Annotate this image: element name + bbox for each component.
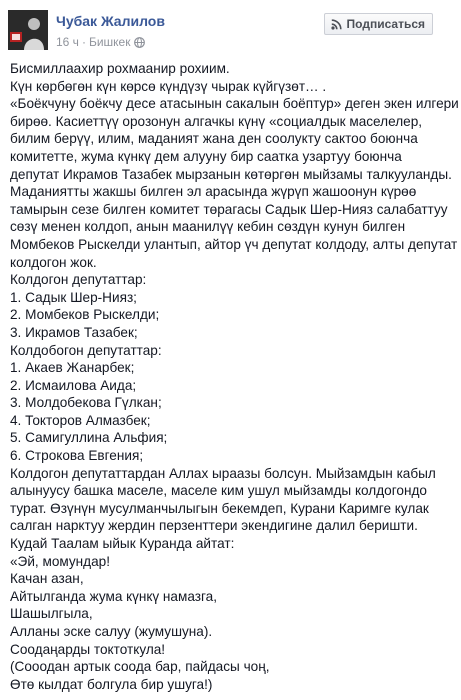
post-header — [0, 0, 461, 56]
post-line: 2. Исмаилова Аида; — [10, 377, 137, 393]
globe-icon — [134, 37, 145, 48]
post-meta — [56, 35, 145, 49]
post-line: 6. Строкова Евгения; — [10, 448, 144, 464]
post-line: колдогон жок. — [10, 254, 97, 270]
post-time[interactable]: 16 ч — [56, 35, 79, 49]
post-text — [10, 60, 459, 693]
subscribe-button[interactable] — [324, 13, 433, 35]
post-line: Момбеков Рыскелди улантып, айтор үч депутат колдоду, алты депутат — [10, 236, 458, 252]
post-line: 5. Самигуллина Альфия; — [10, 430, 168, 446]
post-location[interactable]: Бишкек — [88, 35, 131, 49]
author-name[interactable]: Чубак Жалилов — [56, 13, 165, 29]
post-line: комитетте, жума күнкү дем алууну бир саатка узартуу боюнча — [10, 148, 402, 164]
post-line: Күн көрбөгөн күн көрсө күндүзү чырак күйгүзөт… . — [10, 78, 327, 94]
meta-separator: · — [81, 35, 86, 49]
subscribe-label: Подписаться — [346, 17, 425, 31]
post-line: Колдобогон депутаттар: — [10, 342, 162, 358]
post-line: турат. Өзүнүн мусулманчылыгын бекемдеп, Курани Каримге кулак — [10, 500, 429, 516]
post-line: алынуусу башка маселе, маселе ким ушул мыйзамды колдогондо — [10, 483, 427, 499]
post-line: депутат Икрамов Тазабек мырзанын көтөргөн мыйзамы талкууланды. — [10, 166, 452, 182]
post-line: Алланы эске салуу (жумушуна). — [10, 624, 213, 639]
post-line: 3. Молдобекова Гүлкан; — [10, 395, 162, 411]
profile-photo-icon — [8, 10, 48, 50]
post-line: Өтө кылдат болгула бир ушуга!) — [10, 676, 213, 692]
post-line: сөзү менен колдоп, анын маанилүү кебин сөздүн кунун билген — [10, 219, 406, 235]
post-line: Колдогон депутаттар: — [10, 272, 147, 288]
post-line: «Боёкчуну боёкчу десе атасынын сакалын боёптур» деген экен илгери — [10, 96, 459, 112]
avatar[interactable] — [8, 10, 48, 50]
post-line: 4. Токторов Алмазбек; — [10, 412, 151, 428]
post-line: билим берүү, илим, маданият жана ден соолукту сактоо боюнча — [10, 131, 418, 147]
post-line: бирөө. Касиеттүү орозонун алгачкы күнү «социалдык маселелер, — [10, 113, 423, 129]
post-line: Айтылганда жума күнкү намазга, — [10, 588, 217, 604]
post-line: 1. Садык Шер-Нияз; — [10, 289, 137, 305]
post-line: (Сооодан артык соода бар, пайдасы чоң, — [10, 659, 270, 675]
post-line: 3. Икрамов Тазабек; — [10, 324, 138, 340]
post-line: Качан азан, — [10, 571, 84, 587]
post-line: Колдогон депутаттардан Аллах ыраазы болсун. Мыйзамдын кабыл — [10, 465, 436, 481]
post-line: Кудай Таалам ыйык Куранда айтат: — [10, 536, 235, 552]
post-line: тамырын сезе билген комитет төрагасы Садык Шер-Нияз салабаттуу — [10, 201, 448, 217]
rss-icon — [331, 19, 342, 30]
post-line: 2. Момбеков Рыскелди; — [10, 307, 160, 323]
post-line: Соодаңарды токтоткула! — [10, 641, 166, 657]
post-line: Маданиятты жакшы билген эл арасында жүрүп жашоонун күрөө — [10, 184, 417, 200]
post-line: Бисмиллаахир рохмаанир рохиим. — [10, 61, 230, 76]
post-line: Шашылгыла, — [10, 606, 93, 622]
post-line: «Эй, момундар! — [10, 553, 111, 569]
post-line: салган нарктуу жердин перзенттери экендигине далил беришти. — [10, 518, 418, 534]
post-line: 1. Акаев Жанарбек; — [10, 360, 135, 376]
